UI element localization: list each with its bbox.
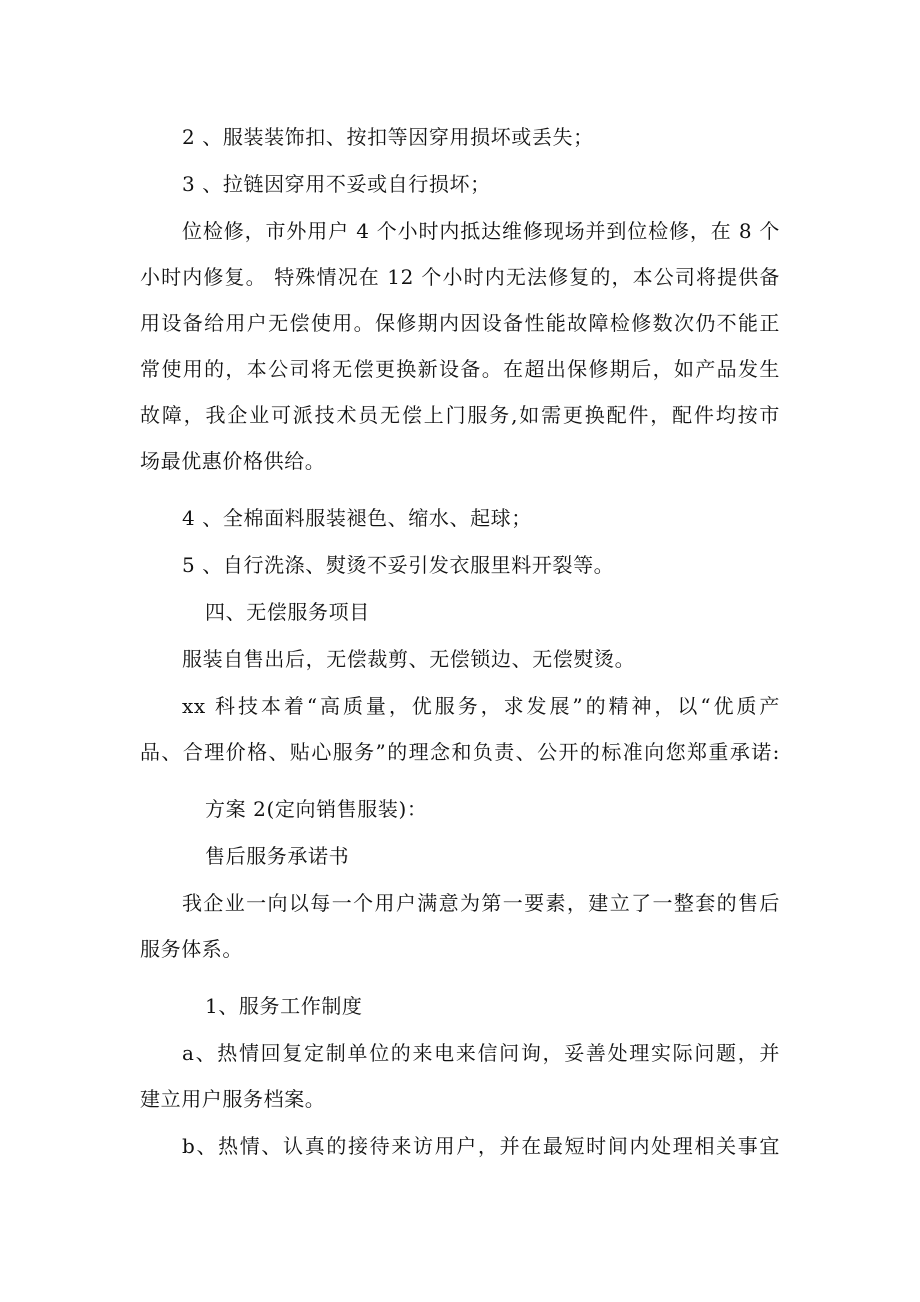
subsection-heading: 1、服务工作制度	[205, 994, 363, 1018]
paragraph-line: 小时内修复。 特殊情况在 12 个小时内无法修复的，本公司将提供备	[140, 265, 780, 289]
paragraph-line: 品、合理价格、贴心服务”的理念和负责、公开的标准向您郑重承诺:	[140, 740, 780, 764]
list-item-5: 5 、自行洗涤、熨烫不妥引发衣服里料开裂等。	[182, 553, 615, 577]
paragraph-line: xx 科技本着“高质量，优服务，求发展”的精神，以“优质产	[182, 694, 780, 718]
paragraph-line: 位检修，市外用户 4 个小时内抵达维修现场并到位检修，在 8 个	[182, 219, 780, 243]
paragraph-line: 服务体系。	[140, 937, 243, 961]
list-item-3: 3 、拉链因穿用不妥或自行损坏；	[182, 172, 491, 196]
paragraph-line: 我企业一向以每一个用户满意为第一要素，建立了一整套的售后	[182, 891, 780, 915]
paragraph-line: 故障，我企业可派技术员无偿上门服务,如需更换配件，配件均按市	[140, 403, 780, 427]
paragraph-line: b、热情、认真的接待来访用户，并在最短时间内处理相关事宜	[182, 1134, 780, 1158]
paragraph-line: a、热情回复定制单位的来电来信问询，妥善处理实际问题，并	[182, 1041, 780, 1065]
plan-heading: 方案 2(定向销售服装)：	[205, 797, 428, 821]
paragraph-line: 用设备给用户无偿使用。保修期内因设备性能故障检修数次仍不能正	[140, 311, 780, 335]
document-title: 售后服务承诺书	[205, 844, 350, 868]
paragraph-line: 常使用的，本公司将无偿更换新设备。在超出保修期后，如产品发生	[140, 357, 780, 381]
paragraph-line: 场最优惠价格供给。	[140, 449, 326, 473]
paragraph-line: 建立用户服务档案。	[140, 1087, 326, 1111]
paragraph-line: 服装自售出后，无偿裁剪、无偿锁边、无偿熨烫。	[182, 647, 636, 671]
list-item-4: 4 、全棉面料服装褪色、缩水、起球；	[182, 506, 532, 530]
section-heading: 四、无偿服务项目	[205, 600, 370, 624]
list-item-2: 2 、服装装饰扣、按扣等因穿用损坏或丢失；	[182, 125, 594, 149]
